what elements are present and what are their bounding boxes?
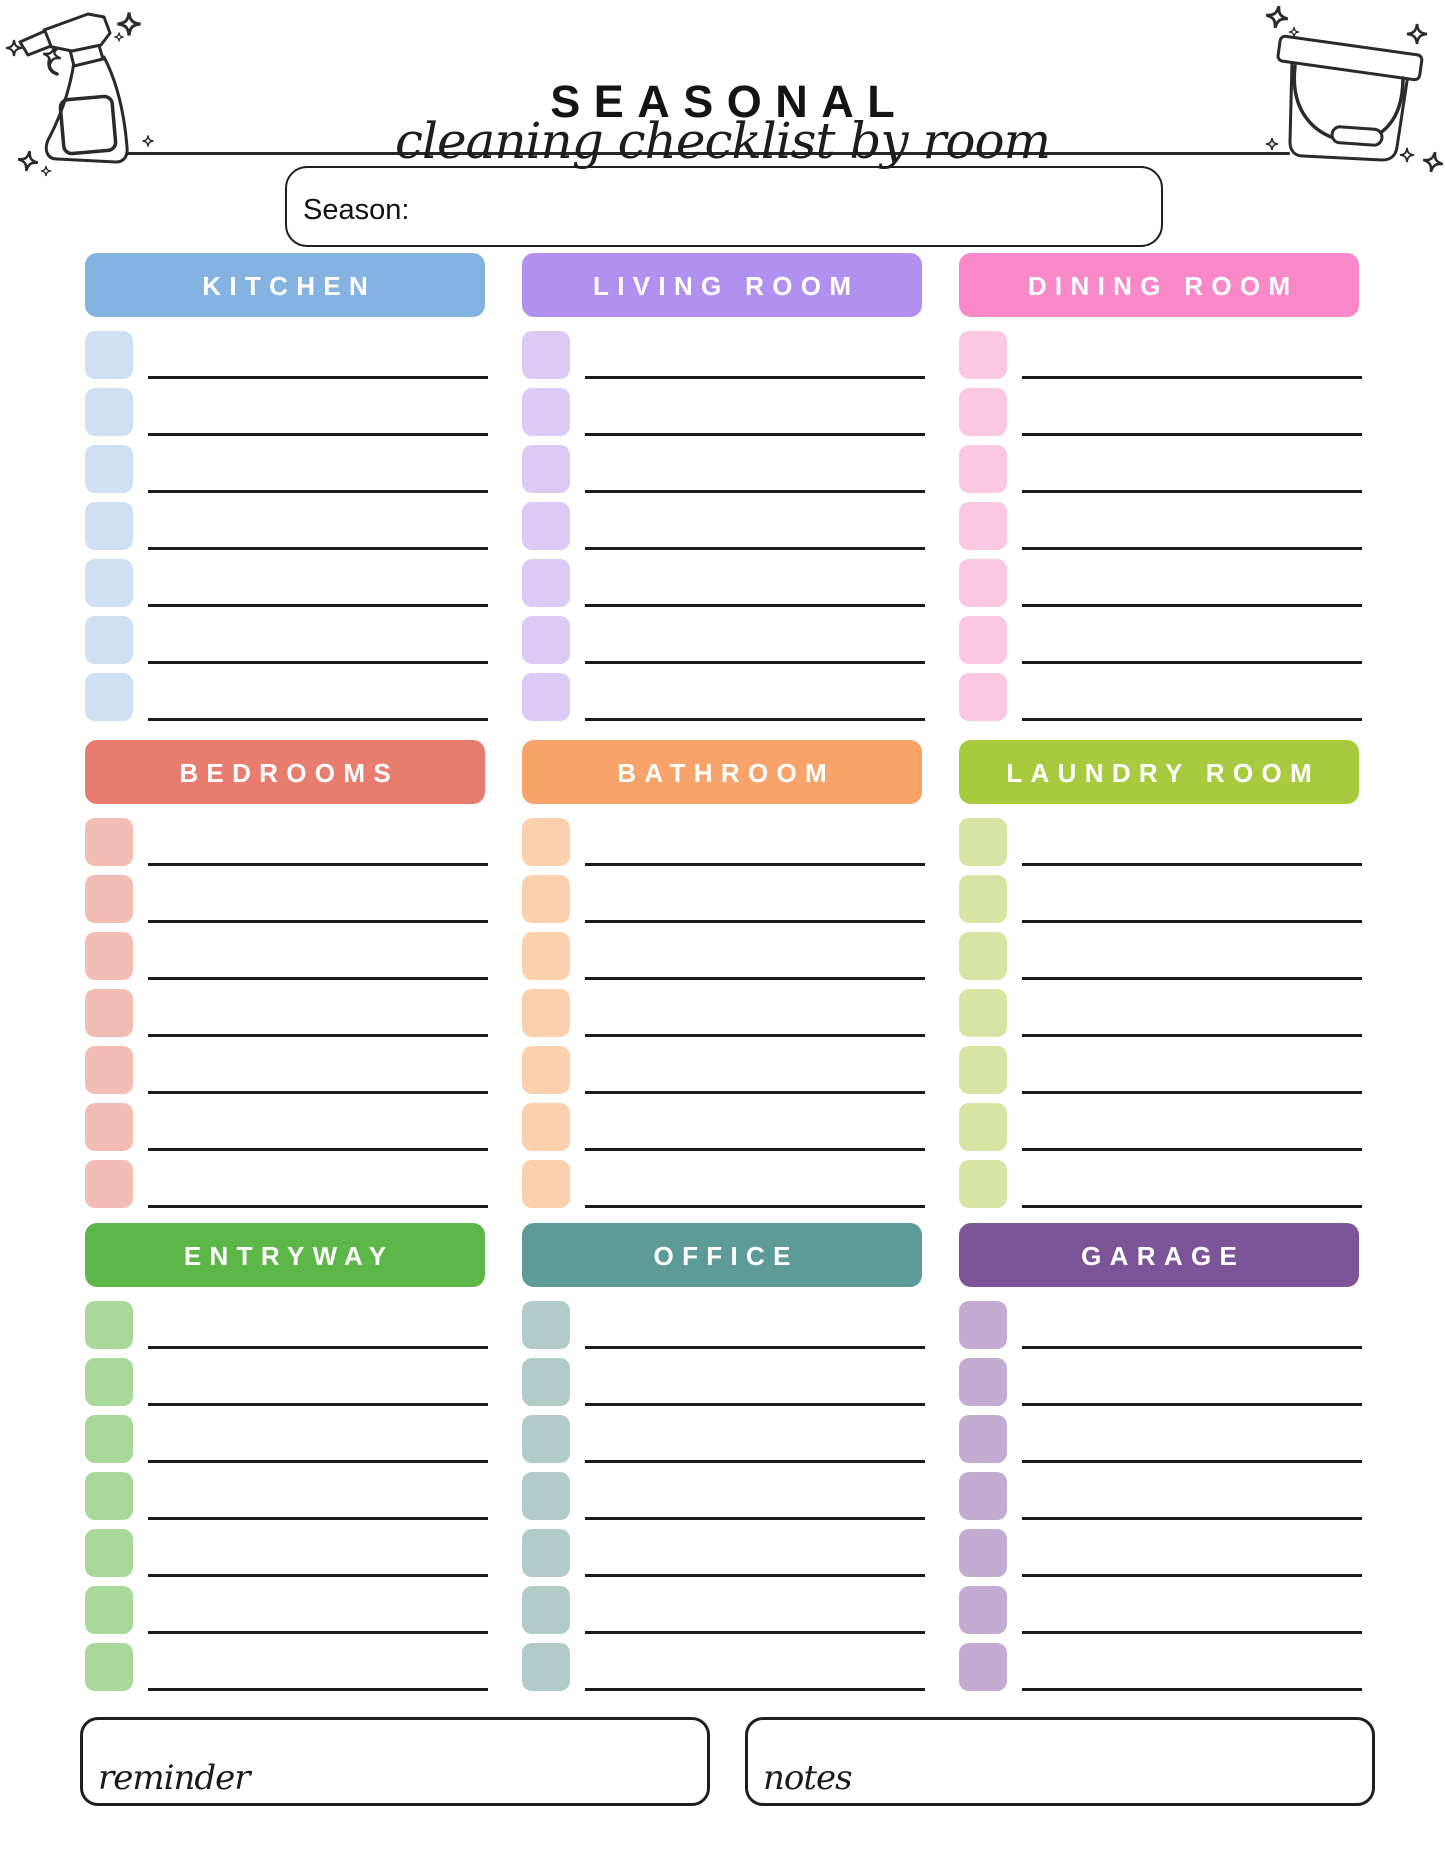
write-line[interactable] [1022,604,1362,607]
task-rows [522,818,922,1217]
checkbox[interactable] [522,1160,570,1208]
section-header: BATHROOM [522,740,922,804]
section-kitchen [85,253,485,730]
write-line[interactable] [585,1631,925,1634]
task-row [522,1160,922,1217]
write-line[interactable] [585,604,925,607]
write-line[interactable] [1022,977,1362,980]
task-row [959,1103,1359,1160]
task-row [522,502,922,559]
write-line[interactable] [148,1091,488,1094]
task-row [959,1160,1359,1217]
task-rows [85,331,485,730]
section-dining-room [959,253,1359,730]
write-line[interactable] [148,547,488,550]
task-row [85,1586,485,1643]
write-line[interactable] [585,1091,925,1094]
task-row [85,1643,485,1700]
task-row [522,818,922,875]
checkbox[interactable] [522,331,570,379]
checkbox[interactable] [522,559,570,607]
checkbox[interactable] [959,331,1007,379]
checkbox[interactable] [85,559,133,607]
write-line[interactable] [1022,1574,1362,1577]
checkbox[interactable] [85,616,133,664]
checkbox[interactable] [522,1358,570,1406]
write-line[interactable] [1022,1205,1362,1208]
task-row [959,989,1359,1046]
checkbox[interactable] [959,445,1007,493]
task-row [522,388,922,445]
page-title: SEASONAL [550,76,909,127]
write-line[interactable] [148,718,488,721]
task-rows [85,818,485,1217]
checkbox[interactable] [522,1046,570,1094]
task-row [85,388,485,445]
checkbox[interactable] [522,616,570,664]
checkbox[interactable] [85,989,133,1037]
checkbox[interactable] [522,502,570,550]
write-line[interactable] [148,1148,488,1151]
section-laundry-room [959,740,1359,1217]
task-row [959,331,1359,388]
task-row [85,1160,485,1217]
task-row [85,616,485,673]
write-line[interactable] [585,661,925,664]
write-line[interactable] [148,433,488,436]
task-rows [522,1301,922,1700]
task-row [85,559,485,616]
task-row [959,388,1359,445]
task-row [85,989,485,1046]
task-row [959,1301,1359,1358]
write-line[interactable] [148,977,488,980]
write-line[interactable] [585,1688,925,1691]
checkbox[interactable] [959,818,1007,866]
checkbox[interactable] [522,445,570,493]
checkbox[interactable] [959,875,1007,923]
write-line[interactable] [1022,1517,1362,1520]
checkbox[interactable] [959,673,1007,721]
checkbox[interactable] [959,1046,1007,1094]
write-line[interactable] [1022,1091,1362,1094]
write-line[interactable] [148,920,488,923]
task-row [85,331,485,388]
write-line[interactable] [148,1631,488,1634]
checkbox[interactable] [85,445,133,493]
checkbox[interactable] [959,1529,1007,1577]
checkbox[interactable] [959,1301,1007,1349]
bucket-icon [1040,0,1445,178]
checkbox[interactable] [85,1415,133,1463]
checkbox[interactable] [85,1643,133,1691]
task-row [85,1103,485,1160]
write-line[interactable] [1022,1148,1362,1151]
checkbox[interactable] [522,673,570,721]
write-line[interactable] [1022,376,1362,379]
task-row [959,1643,1359,1700]
write-line[interactable] [148,1688,488,1691]
checkbox[interactable] [85,1358,133,1406]
write-line[interactable] [585,1574,925,1577]
write-line[interactable] [585,1205,925,1208]
task-row [959,1415,1359,1472]
task-row [959,673,1359,730]
checkbox[interactable] [959,1586,1007,1634]
task-row [522,1472,922,1529]
task-row [522,932,922,989]
task-row [85,1472,485,1529]
checkbox[interactable] [959,388,1007,436]
write-line[interactable] [585,863,925,866]
task-row [959,818,1359,875]
write-line[interactable] [585,1034,925,1037]
task-row [522,331,922,388]
write-line[interactable] [1022,863,1362,866]
write-line[interactable] [585,1403,925,1406]
task-row [522,1586,922,1643]
task-row [522,559,922,616]
task-row [959,932,1359,989]
write-line[interactable] [1022,1403,1362,1406]
write-line[interactable] [1022,1688,1362,1691]
checkbox[interactable] [85,1586,133,1634]
task-row [959,1472,1359,1529]
task-row [85,1046,485,1103]
reminder-box[interactable] [80,1717,710,1806]
task-row [522,1415,922,1472]
section-header: DINING ROOM [959,253,1359,317]
task-rows [85,1301,485,1700]
task-row [959,1586,1359,1643]
checkbox[interactable] [85,932,133,980]
write-line[interactable] [585,1148,925,1151]
task-row [522,1301,922,1358]
task-row [85,1529,485,1586]
checkbox[interactable] [522,875,570,923]
task-row [522,1529,922,1586]
checkbox[interactable] [959,616,1007,664]
task-row [522,1643,922,1700]
task-row [85,1358,485,1415]
task-row [959,1529,1359,1586]
section-bathroom [522,740,922,1217]
write-line[interactable] [148,490,488,493]
task-row [959,1046,1359,1103]
task-row [959,875,1359,932]
checkbox[interactable] [522,1529,570,1577]
spray-bottle-icon [0,0,165,178]
checkbox[interactable] [85,1046,133,1094]
write-line[interactable] [1022,1460,1362,1463]
write-line[interactable] [1022,490,1362,493]
write-line[interactable] [148,661,488,664]
page-subtitle: cleaning checklist by room [394,112,1051,170]
task-row [85,1415,485,1472]
task-row [85,932,485,989]
write-line[interactable] [1022,1346,1362,1349]
checkbox[interactable] [522,818,570,866]
section-header: BEDROOMS [85,740,485,804]
checkbox[interactable] [522,1103,570,1151]
task-row [522,616,922,673]
checkbox[interactable] [959,932,1007,980]
task-row [959,1358,1359,1415]
task-row [959,445,1359,502]
notes-label: notes [763,1758,852,1798]
checkbox[interactable] [959,1103,1007,1151]
write-line[interactable] [1022,433,1362,436]
section-header: KITCHEN [85,253,485,317]
write-line[interactable] [148,1346,488,1349]
checkbox[interactable] [522,1415,570,1463]
write-line[interactable] [585,1517,925,1520]
checkbox[interactable] [85,388,133,436]
write-line[interactable] [585,1346,925,1349]
write-line[interactable] [1022,547,1362,550]
checkbox[interactable] [85,1160,133,1208]
checkbox[interactable] [85,673,133,721]
write-line[interactable] [1022,718,1362,721]
task-row [85,818,485,875]
checkbox[interactable] [959,989,1007,1037]
write-line[interactable] [585,433,925,436]
write-line[interactable] [585,718,925,721]
checkbox[interactable] [85,502,133,550]
season-label: Season: [303,194,410,226]
checkbox[interactable] [85,331,133,379]
checkbox[interactable] [85,1103,133,1151]
checkbox[interactable] [959,1160,1007,1208]
checkbox[interactable] [522,1301,570,1349]
task-row [85,875,485,932]
checkbox[interactable] [959,1415,1007,1463]
checkbox[interactable] [959,559,1007,607]
checkbox[interactable] [522,1643,570,1691]
section-header: LIVING ROOM [522,253,922,317]
checkbox[interactable] [959,1358,1007,1406]
checkbox[interactable] [959,1472,1007,1520]
checkbox[interactable] [959,1643,1007,1691]
write-line[interactable] [148,376,488,379]
task-row [959,559,1359,616]
task-row [85,673,485,730]
task-rows [959,818,1359,1217]
checkbox[interactable] [522,932,570,980]
task-row [85,445,485,502]
section-garage [959,1223,1359,1700]
write-line[interactable] [148,1517,488,1520]
season-input[interactable] [285,166,1163,247]
write-line[interactable] [1022,920,1362,923]
checkbox[interactable] [85,1301,133,1349]
write-line[interactable] [1022,661,1362,664]
write-line[interactable] [148,863,488,866]
checkbox[interactable] [522,388,570,436]
section-header: OFFICE [522,1223,922,1287]
section-header: LAUNDRY ROOM [959,740,1359,804]
checkbox[interactable] [85,1472,133,1520]
section-header: GARAGE [959,1223,1359,1287]
section-living-room [522,253,922,730]
write-line[interactable] [148,1034,488,1037]
write-line[interactable] [148,604,488,607]
write-line[interactable] [148,1403,488,1406]
checkbox[interactable] [959,502,1007,550]
write-line[interactable] [585,920,925,923]
section-entryway [85,1223,485,1700]
task-row [522,989,922,1046]
task-row [85,1301,485,1358]
write-line[interactable] [585,547,925,550]
checkbox[interactable] [522,1586,570,1634]
task-rows [959,331,1359,730]
section-header: ENTRYWAY [85,1223,485,1287]
write-line[interactable] [585,1460,925,1463]
task-row [522,1046,922,1103]
write-line[interactable] [148,1205,488,1208]
task-row [959,502,1359,559]
notes-box[interactable] [745,1717,1375,1806]
section-office [522,1223,922,1700]
task-rows [522,331,922,730]
checkbox[interactable] [522,989,570,1037]
write-line[interactable] [148,1460,488,1463]
checkbox[interactable] [85,1529,133,1577]
write-line[interactable] [1022,1034,1362,1037]
task-rows [959,1301,1359,1700]
section-bedrooms [85,740,485,1217]
reminder-label: reminder [98,1758,250,1798]
checkbox[interactable] [85,875,133,923]
task-row [522,875,922,932]
write-line[interactable] [585,977,925,980]
task-row [522,1358,922,1415]
checkbox[interactable] [522,1472,570,1520]
task-row [522,1103,922,1160]
write-line[interactable] [585,490,925,493]
write-line[interactable] [148,1574,488,1577]
write-line[interactable] [1022,1631,1362,1634]
task-row [85,502,485,559]
write-line[interactable] [585,376,925,379]
task-row [522,445,922,502]
task-row [522,673,922,730]
checkbox[interactable] [85,818,133,866]
task-row [959,616,1359,673]
